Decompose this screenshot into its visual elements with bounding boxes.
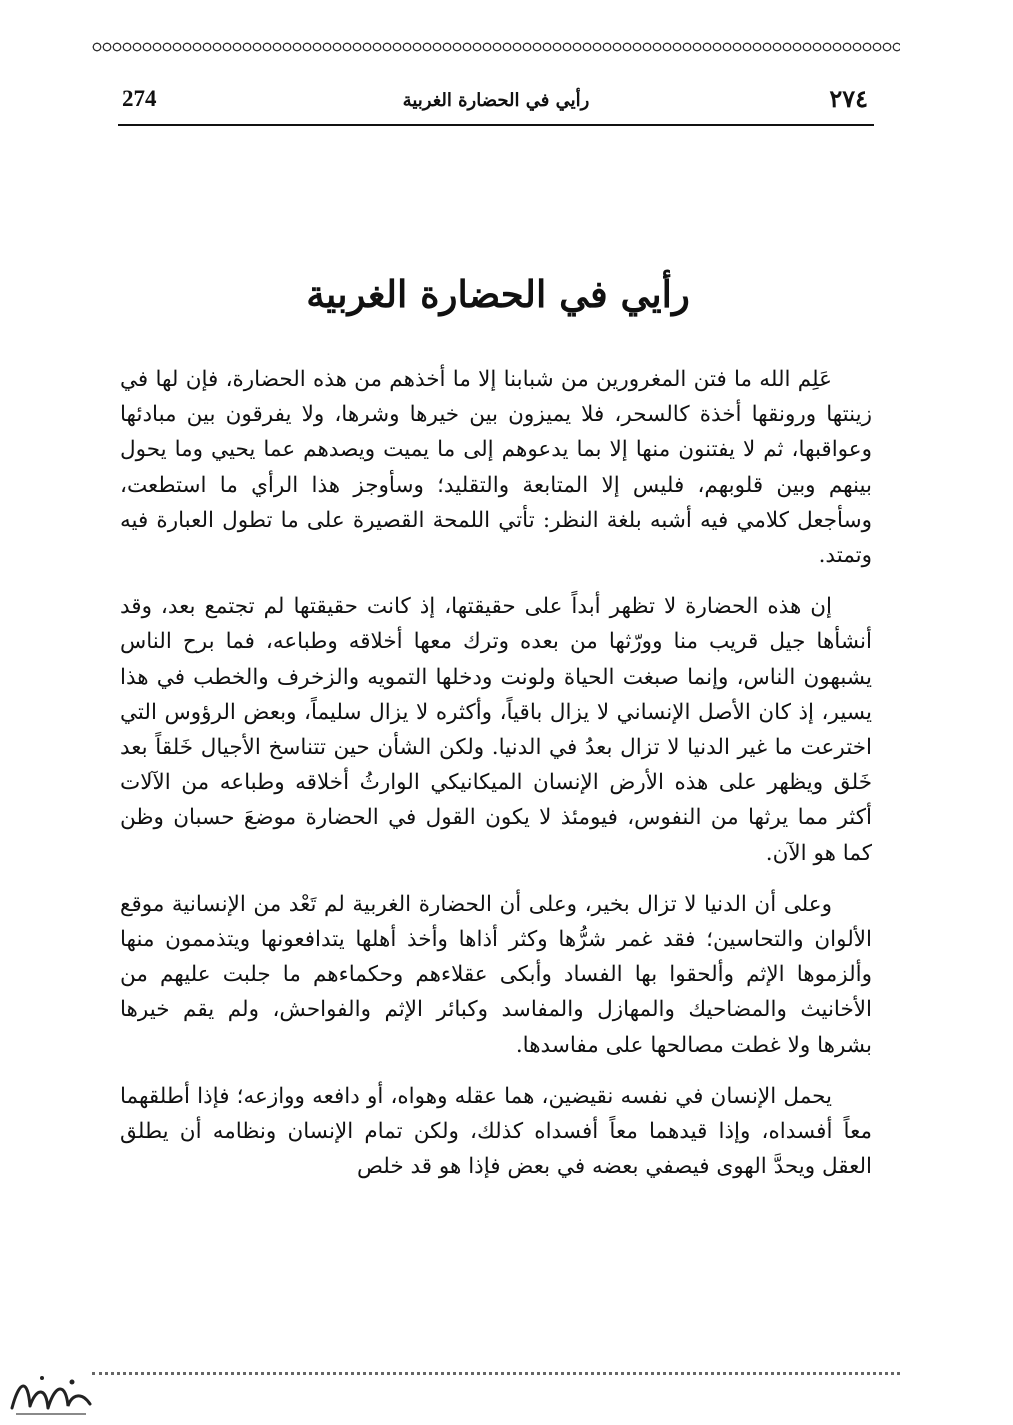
body-text [120, 362, 872, 1200]
chapter-title: رأيي في الحضارة الغربية [306, 272, 690, 316]
bottom-ornament-border [92, 1372, 900, 1383]
calligraphy-stamp-logo [6, 1368, 98, 1420]
page-number-arabic: ٢٧٤ [829, 84, 868, 113]
paragraph-2: إن هذه الحضارة لا تظهر أبداً على حقيقتها، إذ كانت حقيقتها لم تجتمع بعد، وقد أنشأها جيل قريب منا وورّثها من بعده وترك معها أخلاقه وطباعه، فما برح الناس يشبهون الناس، وإنما صبغت الحياة ولونت ودخلها التمويه والزخرف والخطب في هذا يسير، إذ كان الأصل الإنساني لا يزال باقياً، وأكثره لا يزال سليماً، وبعض الرؤوس التي اخترعت ما غير الدنيا لا تزال بعدُ في الدنيا. ولكن الشأن حين تتناسخ الأجيال خَلقاً بعد خَلق ويظهر على هذه الأرض الإنسان الميكانيكي الوارثُ أخلاقه وطباعه من الآلات أكثر مما يرثها من النفوس، فيومئذ لا يكون القول في الحضارة موضعَ حسبان وظن كما هو الآن. [120, 594, 872, 866]
top-ornament-border [92, 40, 900, 54]
page-number-latin: 274 [122, 86, 157, 111]
running-title: رأيي في الحضارة الغربية [402, 90, 590, 111]
paragraph-1: عَلِم الله ما فتن المغرورين من شبابنا إلا ما أخذهم من هذه الحضارة، فإن لها في زينتها ورونقها أخذة كالسحر، فلا يميزون بين خيرها وشرها، ولا يفرقون بين مبادئها وعواقبها، ثم لا يفتنون منها إلا بما يدعوهم إلى ما يميت ويصدهم عما يحيي وما يحول بينهم وبين قلوبهم، فليس إلا المتابعة والتقليد؛ وسأوجز هذا الرأي ما استطعت، وسأجعل كلامي فيه أشبه بلغة النظر: تأتي اللمحة القصيرة على ما تطول العبارة فيه وتمتد. [120, 367, 872, 569]
page-header [118, 84, 874, 126]
paragraph-4: يحمل الإنسان في نفسه نقيضين، هما عقله وهواه، أو دافعه ووازعه؛ فإذا أطلقهما معاً أفسداه، وإذا قيدهما معاً أفسداه كذلك، ولكن تمام الإنسان ونظامه أن يطلق العقل ويحدَّ الهوى فيصفي بعضه في بعض فإذا هو قد خلص [120, 1083, 872, 1180]
paragraph-3: وعلى أن الدنيا لا تزال بخير، وعلى أن الحضارة الغربية لم تَعْد من الإنسانية موقع الألوان والتحاسين؛ فقد غمر شرُّها وكثر أذاها وأخذ أهلها يتدافعونها ويتذممون منها وألزموها الإثم وألحقوا بها الفساد وأبكى عقلاءهم وحكماءهم ما جلبت عليهم من الأخانيث والمضاحيك والمهازل والمفاسد وكبائر الإثم والفواحش، ولم يقم خيرها بشرها ولا غطت مصالحها على مفاسدها. [120, 891, 872, 1058]
